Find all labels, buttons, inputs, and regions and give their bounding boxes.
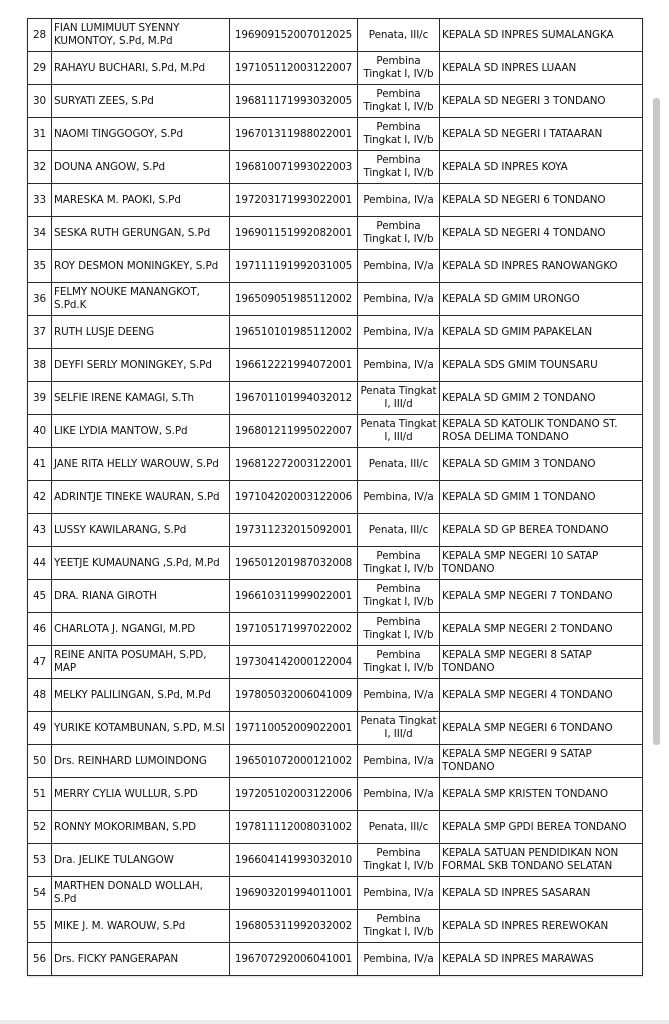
name-cell: REINE ANITA POSUMAH, S.PD, MAP [52,646,230,679]
position-cell: KEPALA SD INPRES RANOWANGKO [440,250,643,283]
name-cell: MELKY PALILINGAN, S.Pd, M.Pd [52,679,230,712]
row-number-cell: 53 [28,844,52,877]
nip-cell: 196801211995022007 [230,415,358,448]
vertical-scrollbar[interactable] [653,98,660,745]
table-row [28,19,643,52]
rank-cell: Pembina, IV/a [358,745,440,778]
name-cell: CHARLOTA J. NGANGI, M.PD [52,613,230,646]
table-row [28,118,643,151]
rank-cell: Pembina, IV/a [358,349,440,382]
rank-cell: Penata Tingkat I, III/d [358,382,440,415]
rank-cell: Pembina Tingkat I, IV/b [358,646,440,679]
position-cell: KEPALA SMP GPDI BEREA TONDANO [440,811,643,844]
position-cell: KEPALA SMP NEGERI 9 SATAP TONDANO [440,745,643,778]
row-number-cell: 51 [28,778,52,811]
row-number-cell: 43 [28,514,52,547]
nip-cell: 197203171993022001 [230,184,358,217]
row-number-cell: 52 [28,811,52,844]
table-row [28,514,643,547]
rank-cell: Pembina, IV/a [358,679,440,712]
rank-cell: Penata, III/c [358,448,440,481]
rank-cell: Pembina Tingkat I, IV/b [358,580,440,613]
table-row [28,811,643,844]
name-cell: SELFIE IRENE KAMAGI, S.Th [52,382,230,415]
row-number-cell: 41 [28,448,52,481]
position-cell: KEPALA SMP KRISTEN TONDANO [440,778,643,811]
rank-cell: Pembina, IV/a [358,778,440,811]
nip-cell: 196805311992032002 [230,910,358,943]
name-cell: MARTHEN DONALD WOLLAH, S.Pd [52,877,230,910]
table-row [28,679,643,712]
rank-cell: Pembina Tingkat I, IV/b [358,118,440,151]
nip-cell: 197205102003122006 [230,778,358,811]
position-cell: KEPALA SD INPRES KOYA [440,151,643,184]
rank-cell: Penata Tingkat I, III/d [358,415,440,448]
table-row [28,613,643,646]
name-cell: Drs. FICKY PANGERAPAN [52,943,230,976]
row-number-cell: 44 [28,547,52,580]
nip-cell: 197805032006041009 [230,679,358,712]
roster-table-body [28,19,643,976]
name-cell: YEETJE KUMAUNANG ,S.Pd, M.Pd [52,547,230,580]
nip-cell: 196901151992082001 [230,217,358,250]
rank-cell: Pembina Tingkat I, IV/b [358,910,440,943]
position-cell: KEPALA SDS GMIM TOUNSARU [440,349,643,382]
row-number-cell: 35 [28,250,52,283]
nip-cell: 196909152007012025 [230,19,358,52]
rank-cell: Penata, III/c [358,811,440,844]
nip-cell: 196701101994032012 [230,382,358,415]
table-row [28,349,643,382]
table-row [28,448,643,481]
name-cell: MARESKA M. PAOKI, S.Pd [52,184,230,217]
nip-cell: 197304142000122004 [230,646,358,679]
position-cell: KEPALA SMP NEGERI 4 TONDANO [440,679,643,712]
table-row [28,151,643,184]
position-cell: KEPALA SD INPRES MARAWAS [440,943,643,976]
position-cell: KEPALA SATUAN PENDIDIKAN NON FORMAL SKB TONDANO SELATAN [440,844,643,877]
nip-cell: 197105112003122007 [230,52,358,85]
position-cell: KEPALA SMP NEGERI 8 SATAP TONDANO [440,646,643,679]
position-cell: KEPALA SD INPRES SASARAN [440,877,643,910]
nip-cell: 197311232015092001 [230,514,358,547]
name-cell: SESKA RUTH GERUNGAN, S.Pd [52,217,230,250]
position-cell: KEPALA SD GMIM 2 TONDANO [440,382,643,415]
position-cell: KEPALA SD GMIM URONGO [440,283,643,316]
name-cell: MIKE J. M. WAROUW, S.Pd [52,910,230,943]
table-row [28,250,643,283]
row-number-cell: 40 [28,415,52,448]
row-number-cell: 30 [28,85,52,118]
bottom-edge [0,1020,669,1024]
position-cell: KEPALA SD NEGERI 4 TONDANO [440,217,643,250]
nip-cell: 196604141993032010 [230,844,358,877]
table-row [28,844,643,877]
name-cell: LIKE LYDIA MANTOW, S.Pd [52,415,230,448]
nip-cell: 196612221994072001 [230,349,358,382]
table-row [28,745,643,778]
rank-cell: Penata Tingkat I, III/d [358,712,440,745]
row-number-cell: 29 [28,52,52,85]
name-cell: FELMY NOUKE MANANGKOT, S.Pd.K [52,283,230,316]
row-number-cell: 49 [28,712,52,745]
rank-cell: Penata, III/c [358,514,440,547]
row-number-cell: 47 [28,646,52,679]
name-cell: NAOMI TINGGOGOY, S.Pd [52,118,230,151]
row-number-cell: 28 [28,19,52,52]
rank-cell: Pembina, IV/a [358,877,440,910]
table-row [28,283,643,316]
row-number-cell: 54 [28,877,52,910]
table-row [28,415,643,448]
position-cell: KEPALA SMP NEGERI 7 TONDANO [440,580,643,613]
row-number-cell: 50 [28,745,52,778]
nip-cell: 196810071993022003 [230,151,358,184]
nip-cell: 197111191992031005 [230,250,358,283]
row-number-cell: 46 [28,613,52,646]
name-cell: MERRY CYLIA WULLUR, S.PD [52,778,230,811]
table-row [28,547,643,580]
position-cell: KEPALA SMP NEGERI 2 TONDANO [440,613,643,646]
rank-cell: Pembina, IV/a [358,250,440,283]
rank-cell: Pembina, IV/a [358,943,440,976]
table-row [28,646,643,679]
nip-cell: 197104202003122006 [230,481,358,514]
row-number-cell: 38 [28,349,52,382]
row-number-cell: 31 [28,118,52,151]
row-number-cell: 37 [28,316,52,349]
nip-cell: 196501072000121002 [230,745,358,778]
nip-cell: 197811112008031002 [230,811,358,844]
position-cell: KEPALA SD GMIM PAPAKELAN [440,316,643,349]
row-number-cell: 39 [28,382,52,415]
position-cell: KEPALA SD KATOLIK TONDANO ST. ROSA DELIMA TONDANO [440,415,643,448]
position-cell: KEPALA SD NEGERI 6 TONDANO [440,184,643,217]
name-cell: JANE RITA HELLY WAROUW, S.Pd [52,448,230,481]
rank-cell: Pembina Tingkat I, IV/b [358,613,440,646]
table-row [28,580,643,613]
name-cell: DRA. RIANA GIROTH [52,580,230,613]
table-row [28,943,643,976]
name-cell: SURYATI ZEES, S.Pd [52,85,230,118]
nip-cell: 196707292006041001 [230,943,358,976]
table-row [28,910,643,943]
nip-cell: 196509051985112002 [230,283,358,316]
table-row [28,85,643,118]
table-row [28,217,643,250]
nip-cell: 197105171997022002 [230,613,358,646]
position-cell: KEPALA SD NEGERI 3 TONDANO [440,85,643,118]
row-number-cell: 33 [28,184,52,217]
row-number-cell: 56 [28,943,52,976]
nip-cell: 196501201987032008 [230,547,358,580]
position-cell: KEPALA SMP NEGERI 10 SATAP TONDANO [440,547,643,580]
rank-cell: Penata, III/c [358,19,440,52]
name-cell: RONNY MOKORIMBAN, S.PD [52,811,230,844]
row-number-cell: 45 [28,580,52,613]
position-cell: KEPALA SMP NEGERI 6 TONDANO [440,712,643,745]
principal-roster-table [27,18,643,976]
row-number-cell: 34 [28,217,52,250]
rank-cell: Pembina Tingkat I, IV/b [358,547,440,580]
name-cell: Drs. REINHARD LUMOINDONG [52,745,230,778]
name-cell: ADRINTJE TINEKE WAURAN, S.Pd [52,481,230,514]
rank-cell: Pembina, IV/a [358,316,440,349]
rank-cell: Pembina Tingkat I, IV/b [358,52,440,85]
position-cell: KEPALA SD INPRES LUAAN [440,52,643,85]
name-cell: Dra. JELIKE TULANGOW [52,844,230,877]
row-number-cell: 36 [28,283,52,316]
rank-cell: Pembina Tingkat I, IV/b [358,151,440,184]
position-cell: KEPALA SD NEGERI I TATAARAN [440,118,643,151]
row-number-cell: 48 [28,679,52,712]
nip-cell: 196812272003122001 [230,448,358,481]
rank-cell: Pembina, IV/a [358,481,440,514]
nip-cell: 196610311999022001 [230,580,358,613]
position-cell: KEPALA SD INPRES REREWOKAN [440,910,643,943]
name-cell: LUSSY KAWILARANG, S.Pd [52,514,230,547]
rank-cell: Pembina Tingkat I, IV/b [358,217,440,250]
nip-cell: 196811171993032005 [230,85,358,118]
rank-cell: Pembina Tingkat I, IV/b [358,844,440,877]
nip-cell: 196903201994011001 [230,877,358,910]
row-number-cell: 55 [28,910,52,943]
name-cell: YURIKE KOTAMBUNAN, S.PD, M.SI [52,712,230,745]
table-row [28,877,643,910]
table-row [28,184,643,217]
row-number-cell: 32 [28,151,52,184]
name-cell: DOUNA ANGOW, S.Pd [52,151,230,184]
nip-cell: 197110052009022001 [230,712,358,745]
row-number-cell: 42 [28,481,52,514]
rank-cell: Pembina, IV/a [358,184,440,217]
table-row [28,481,643,514]
name-cell: ROY DESMON MONINGKEY, S.Pd [52,250,230,283]
nip-cell: 196701311988022001 [230,118,358,151]
position-cell: KEPALA SD INPRES SUMALANGKA [440,19,643,52]
table-row [28,778,643,811]
table-row [28,316,643,349]
position-cell: KEPALA SD GMIM 3 TONDANO [440,448,643,481]
name-cell: DEYFI SERLY MONINGKEY, S.Pd [52,349,230,382]
position-cell: KEPALA SD GMIM 1 TONDANO [440,481,643,514]
table-row [28,712,643,745]
rank-cell: Pembina Tingkat I, IV/b [358,85,440,118]
table-row [28,382,643,415]
name-cell: FIAN LUMIMUUT SYENNY KUMONTOY, S.Pd, M.Pd [52,19,230,52]
position-cell: KEPALA SD GP BEREA TONDANO [440,514,643,547]
name-cell: RUTH LUSJE DEENG [52,316,230,349]
nip-cell: 196510101985112002 [230,316,358,349]
table-row [28,52,643,85]
name-cell: RAHAYU BUCHARI, S.Pd, M.Pd [52,52,230,85]
rank-cell: Pembina, IV/a [358,283,440,316]
